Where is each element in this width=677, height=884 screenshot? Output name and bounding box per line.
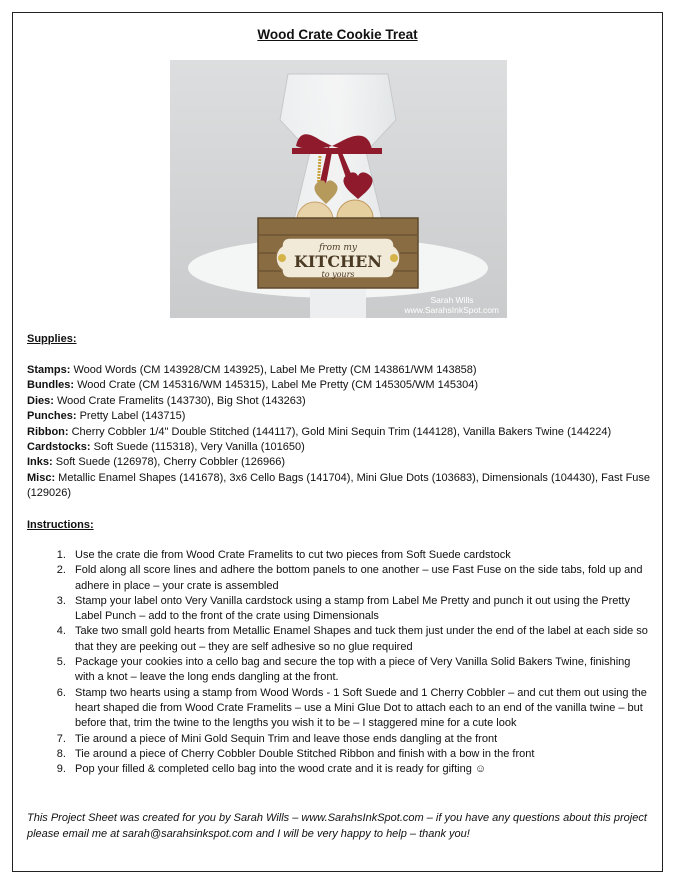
instruction-step: 4. Take two small gold hearts from Metallic Enamel Shapes and tuck them just under the end of the label at each side so that they are peeking out – they are self adhesive so no glue required (69, 624, 649, 655)
supply-text: Wood Words (CM 143928/CM 143925), Label Me Pretty (CM 143861/WM 143858) (70, 364, 477, 376)
supply-row (27, 440, 652, 455)
supply-text: Wood Crate (CM 145316/WM 145315), Label Me Pretty (CM 145305/WM 145304) (74, 379, 478, 392)
supply-label: Bundles: (27, 379, 75, 392)
supply-row (27, 394, 652, 409)
gold-heart-right (390, 254, 398, 262)
supply-row (27, 425, 652, 440)
instruction-step: 2. Fold along all score lines and adhere the bottom panels to one another – use Fast Fuse on the side tabs, fold up and adhere in place – your crate is assembled (69, 563, 649, 594)
supply-label: Cardstocks: (27, 441, 91, 454)
label-text-top: from my (318, 243, 358, 253)
project-sheet (12, 12, 663, 872)
supply-text: Metallic Enamel Shapes (141678), 3x6 Cello Bags (141704), Mini Glue Dots (103683), Dimensionals (104430), Fast Fuse (129026) (27, 471, 651, 500)
watermark-url: www.SarahsInkSpot.com (404, 305, 499, 315)
instruction-step: 8. Tie around a piece of Cherry Cobbler Double Stitched Ribbon and finish with a bow in the front (69, 747, 649, 762)
footer-note: This Project Sheet was created for you by Sarah Wills – www.SarahsInkSpot.com – if you have any questions about this project please email me at sarah@sarahsinkspot.com and I will be very happy to help – thank you! (27, 812, 647, 840)
label-text-bottom: to yours (321, 270, 355, 279)
project-photo (170, 60, 507, 318)
page-title: Wood Crate Cookie Treat (257, 27, 418, 42)
crate-illustration (170, 60, 507, 318)
supply-label: Punches: (27, 410, 77, 423)
supply-text: Wood Crate Framelits (143730), Big Shot (143263) (53, 394, 306, 407)
supply-label: Misc: (27, 471, 56, 484)
supply-label: Dies: (27, 394, 54, 407)
instruction-step: 6. Stamp two hearts using a stamp from Wood Words - 1 Soft Suede and 1 Cherry Cobbler – and cut them out using the heart shaped die from Wood Crate Framelits – use a Mini Glue Dot to attach each to an end of the vanilla twine – but before that, trim the twine to the lengths you wish it to be – I staggered mine for a cute look (69, 686, 649, 732)
photo-watermark (405, 295, 499, 315)
supply-label: Inks: (27, 456, 53, 469)
supply-text: Pretty Label (143715) (76, 410, 186, 423)
supply-row (27, 409, 652, 424)
supply-row (27, 378, 652, 393)
supply-label: Ribbon: (27, 425, 69, 438)
supply-text: Soft Suede (126978), Cherry Cobbler (126966) (52, 456, 286, 469)
gold-heart-left (278, 254, 286, 262)
instructions-list (27, 548, 649, 777)
supply-label: Stamps: (27, 364, 71, 376)
instruction-step: 5. Package your cookies into a cello bag and secure the top with a piece of Very Vanilla Solid Bakers Twine, finishing with a knot – leave the long ends dangling at the front. (69, 655, 649, 686)
watermark-name: Sarah Wills (430, 295, 474, 305)
instruction-step: 7. Tie around a piece of Mini Gold Sequin Trim and leave those ends dangling at the front (69, 732, 649, 747)
label-text-main: KITCHEN (294, 252, 382, 271)
supply-row (27, 471, 652, 502)
supply-text: Soft Suede (115318), Very Vanilla (101650) (90, 441, 305, 454)
instruction-step: 9. Pop your filled & completed cello bag into the wood crate and it is ready for gifting ☺ (69, 762, 649, 777)
supplies-heading: Supplies: (27, 333, 77, 345)
supplies-list (27, 363, 652, 502)
instructions-heading: Instructions: (27, 519, 94, 531)
supply-row (27, 455, 652, 470)
instruction-step: 1. Use the crate die from Wood Crate Framelits to cut two pieces from Soft Suede cardstock (69, 548, 649, 563)
supply-text: Cherry Cobbler 1/4" Double Stitched (144117), Gold Mini Sequin Trim (144128), Vanilla Bakers Twine (144224) (68, 425, 612, 438)
instruction-step: 3. Stamp your label onto Very Vanilla cardstock using a stamp from Label Me Pretty and punch it out using the Pretty Label Punch – add to the front of the crate using Dimensionals (69, 594, 649, 625)
supply-row (27, 363, 652, 378)
